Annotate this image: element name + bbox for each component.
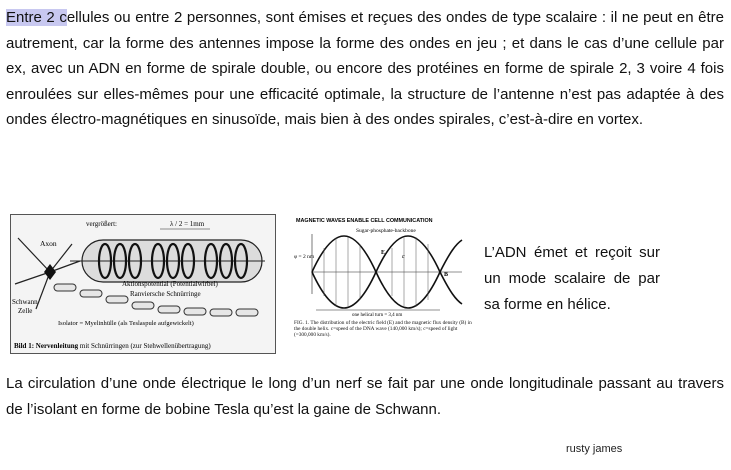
fig1-caption-bold: Bild 1: Nervenleitung <box>14 342 79 350</box>
fig1-isolator-label: Isolator = Myelinhülle (als Teslaspule aufgewickelt) <box>58 320 194 327</box>
fig1-axon-label: Axon <box>40 239 57 248</box>
fig2-caption: FIG. 1. The distribution of the electric field (E) and the magnetic flux density (B) in the double helix. c=speed of the DNA wave (140,000 km/s); c=speed of light (=300,000 km/s). <box>294 320 472 339</box>
fig1-caption-rest: mit Schnürringen (zur Stehwellenübertragung) <box>78 342 211 350</box>
fig2-title: MAGNETIC WAVES ENABLE CELL COMMUNICATION <box>296 218 433 224</box>
fig2-e-label: E <box>381 250 386 256</box>
nerve-conduction-figure <box>10 214 276 354</box>
intro-paragraph <box>6 5 724 133</box>
fig1-ranvier-label: Ranviersche Schnürringe <box>130 290 201 298</box>
fig1-schwann-label: Schwann <box>12 298 38 306</box>
fig1-aktion-label: Aktionspotential (Potentialwirbel) <box>122 280 218 288</box>
fig1-caption <box>14 342 211 350</box>
dna-wave-figure <box>294 214 472 354</box>
side-text: L’ADN émet et reçoit sur un mode scalaire de par sa forme en hélice. <box>484 244 660 313</box>
closing-paragraph: La circulation d’une onde électrique le long d’un nerf se fait par une onde longitudinale passant au travers de l’isolant en forme de bobine Tesla qu’est la gaine de Schwann. <box>6 375 724 418</box>
fig2-phi-label: φ = 2 nm <box>294 254 315 260</box>
fig2-b-label: B <box>444 272 449 278</box>
fig1-zelle-label: Zelle <box>18 307 33 315</box>
signature: rusty james <box>566 443 623 455</box>
fig1-vergroessert-label: vergrößert: <box>86 220 117 228</box>
fig2-c-label: c <box>402 254 405 260</box>
fig2-backbone-label: Sugar-phosphate-backbone <box>356 228 416 234</box>
fig1-lambda-label: λ / 2 = 1mm <box>170 220 205 228</box>
fig2-turn-label: one helical turn = 3,4 nm <box>352 313 403 318</box>
selected-text[interactable]: Entre 2 c <box>6 9 67 26</box>
intro-paragraph-text: ellules ou entre 2 personnes, sont émises et reçues des ondes de type scalaire : il ne peut en être autrement, car la forme des antennes impose la forme des ondes en jeu ; et dans le cas d’une cellule par ex, avec un ADN en forme de spirale double, ou encore des protéines en forme de spirale 2, 3 voire 4 fois enroulées sur elles-mêmes pour une efficacité optimale, la structure de l’antenne n’est pas adaptée à des ondes électro-magnétiques en sinusoïde, mais bien à des ondes spirales, c’est-à-dire en vortex. <box>6 9 725 128</box>
